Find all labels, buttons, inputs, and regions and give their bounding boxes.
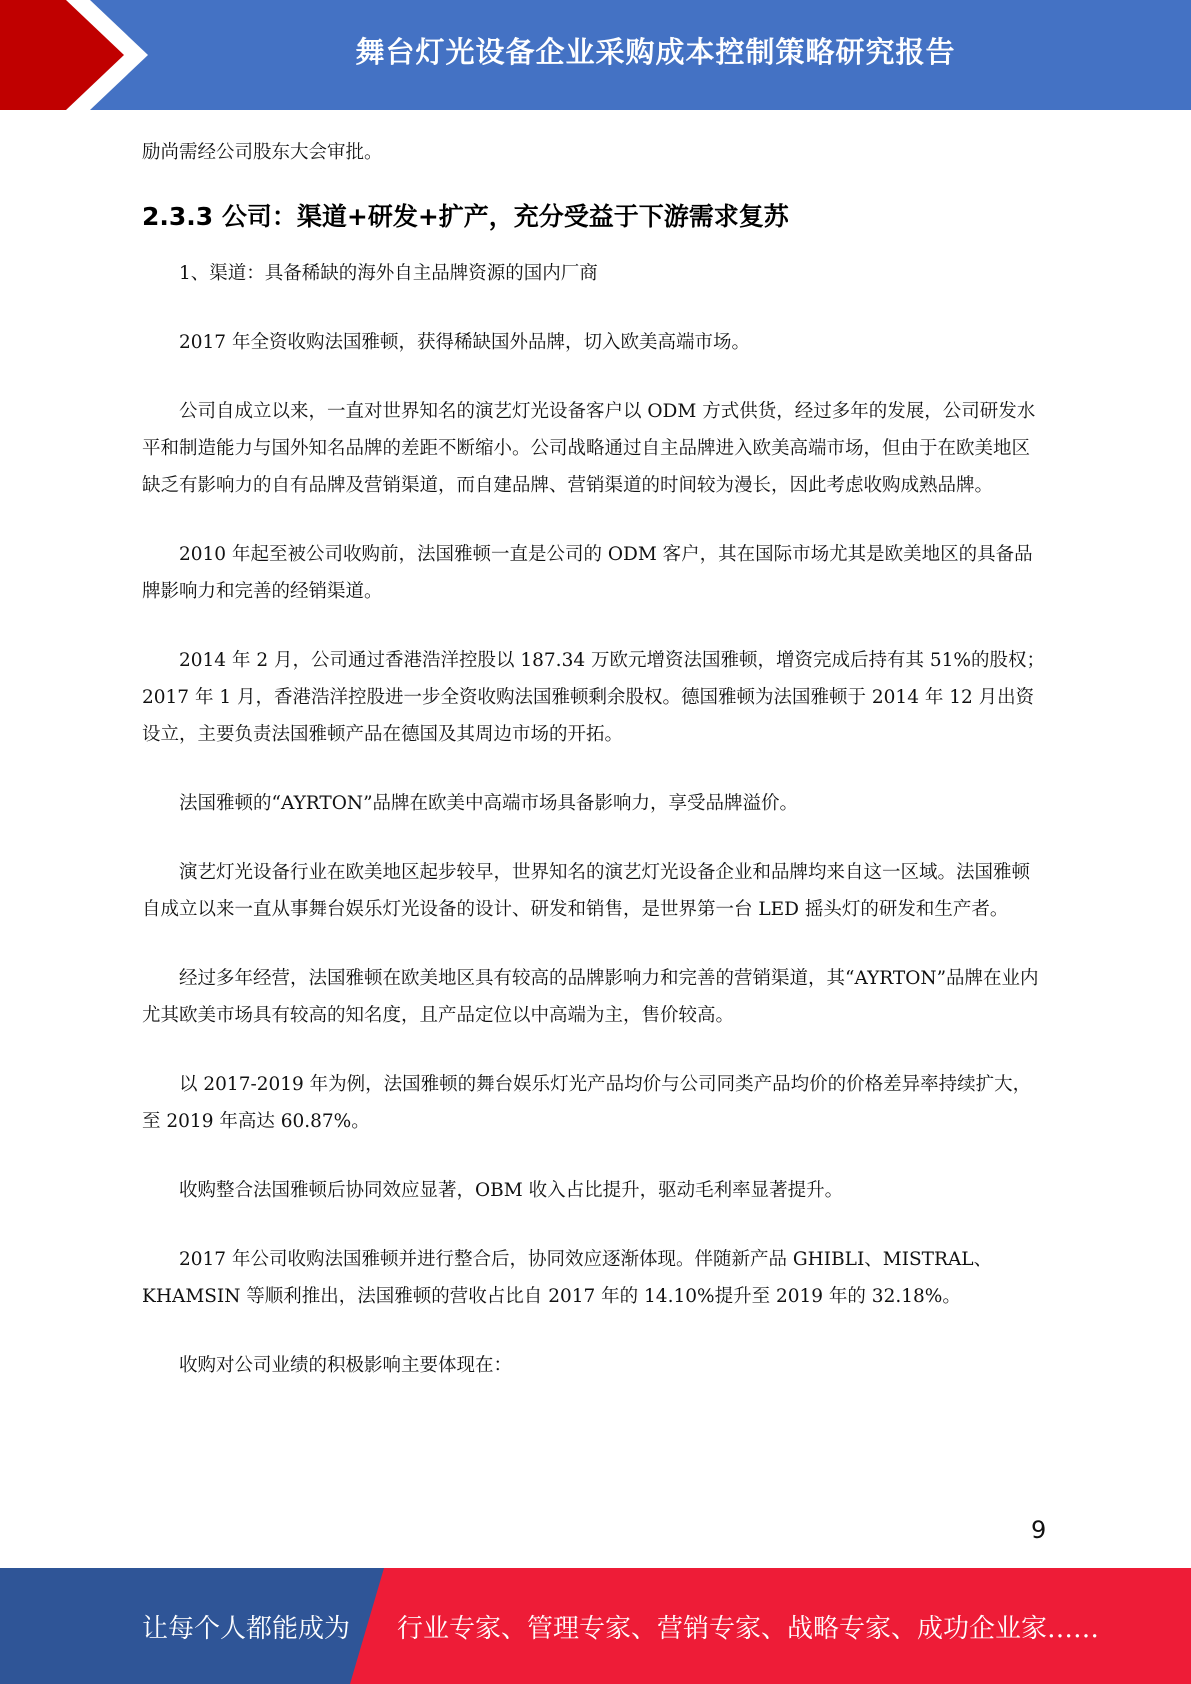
paragraph-1: 1、渠道：具备稀缺的海外自主品牌资源的国内厂商 [179, 263, 598, 284]
header-arrow-icon [0, 0, 160, 110]
page-number: 9 [1031, 1516, 1047, 1544]
paragraph-3: 公司自成立以来，一直对世界知名的演艺灯光设备客户以 ODM 方式供货，经过多年的发展，公司研发水平和制造能力与国外知名品牌的差距不断缩小。公司战略通过自主品牌进入欧美高端市场，但由于在欧美地区缺乏有影响力的自有品牌及营销渠道，而自建品牌、营销渠道的时间较为漫长，因此考虑收购成熟品牌。 [142, 401, 1036, 496]
paragraph-2: 2017 年全资收购法国雅顿，获得稀缺国外品牌，切入欧美高端市场。 [179, 332, 750, 353]
paragraph-8: 经过多年经营，法国雅顿在欧美地区具有较高的品牌影响力和完善的营销渠道，其“AYRTON”品牌在业内尤其欧美市场具有较高的知名度，且产品定位以中高端为主，售价较高。 [142, 968, 1039, 1026]
paragraph-5: 2014 年 2 月，公司通过香港浩洋控股以 187.34 万欧元增资法国雅顿，增资完成后持有其 51%的股权；2017 年 1 月，香港浩洋控股进一步全资收购法国雅顿剩余股权。德国雅顿为法国雅顿于 2014 年 12 月出资设立，主要负责法国雅顿产品在德国及其周边市场的开拓。 [142, 650, 1045, 745]
page-header [0, 0, 1191, 110]
paragraph-9: 以 2017-2019 年为例，法国雅顿的舞台娱乐灯光产品均价与公司同类产品均价的价格差异率持续扩大，至 2019 年高达 60.87%。 [142, 1074, 1032, 1132]
paragraph-11: 2017 年公司收购法国雅顿并进行整合后，协同效应逐渐体现。伴随新产品 GHIBLI、MISTRAL、KHAMSIN 等顺利推出，法国雅顿的营收占比自 2017 年的 14.10%提升至 2019 年的 32.18%。 [142, 1249, 993, 1307]
paragraph-7: 演艺灯光设备行业在欧美地区起步较早，世界知名的演艺灯光设备企业和品牌均来自这一区域。法国雅顿自成立以来一直从事舞台娱乐灯光设备的设计、研发和销售，是世界第一台 LED 摇头灯的研发和生产者。 [142, 862, 1031, 920]
paragraph-6: 法国雅顿的“AYRTON”品牌在欧美中高端市场具备影响力，享受品牌溢价。 [179, 793, 799, 814]
footer-slogan-left: 让每个人都能成为 [142, 1613, 351, 1644]
report-title: 舞台灯光设备企业采购成本控制策略研究报告 [355, 34, 956, 69]
paragraph-12: 收购对公司业绩的积极影响主要体现在： [179, 1355, 513, 1376]
paragraph-4: 2010 年起至被公司收购前，法国雅顿一直是公司的 ODM 客户，其在国际市场尤其是欧美地区的具备品牌影响力和完善的经销渠道。 [142, 544, 1033, 602]
footer-slogan-right: 行业专家、管理专家、营销专家、战略专家、成功企业家…… [397, 1613, 1100, 1644]
page-content [142, 134, 1047, 1384]
section-heading: 2.3.3 公司：渠道+研发+扩产，充分受益于下游需求复苏 [142, 202, 789, 231]
paragraph-10: 收购整合法国雅顿后协同效应显著，OBM 收入占比提升，驱动毛利率显著提升。 [179, 1180, 844, 1201]
page-footer [0, 1568, 1191, 1684]
intro-tail-text: 励尚需经公司股东大会审批。 [142, 142, 383, 163]
